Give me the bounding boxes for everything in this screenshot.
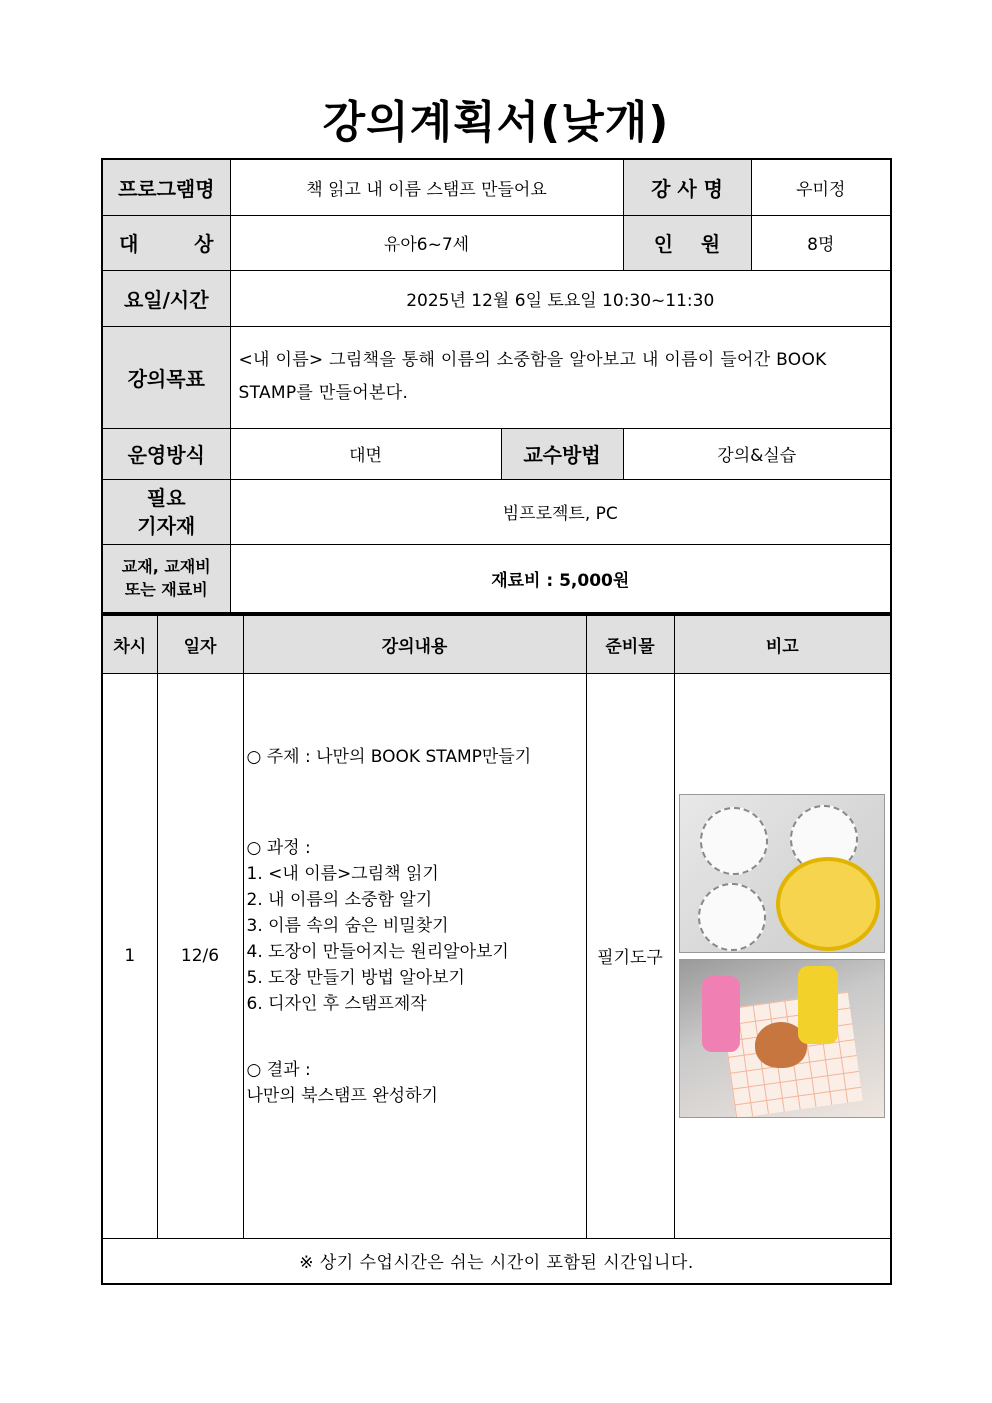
session-date: 12/6 <box>157 673 243 1238</box>
info-table <box>101 158 892 614</box>
material-label-line1: 교재, 교재비 <box>121 557 211 577</box>
pink-stamp-icon <box>702 976 740 1052</box>
operation-value: 대면 <box>230 428 501 479</box>
header-session: 차시 <box>102 615 157 673</box>
lesson-content <box>243 673 586 1238</box>
material-label-line2: 또는 재료비 <box>124 580 208 600</box>
step-3: 3. 이름 속의 숨은 비밀찾기 <box>246 915 449 936</box>
teaching-label: 교수방법 <box>501 428 623 479</box>
material-value: 재료비 : 5,000원 <box>230 544 891 613</box>
yellow-stamp-icon <box>798 966 838 1044</box>
headcount-value: 8명 <box>751 215 891 270</box>
material-label <box>102 544 230 613</box>
equipment-value: 빔프로젝트, PC <box>230 479 891 544</box>
schedule-value: 2025년 12월 6일 토요일 10:30~11:30 <box>230 270 891 326</box>
equipment-label <box>102 479 230 544</box>
target-label: 대 상 <box>102 215 230 270</box>
topic-line: ○ 주제 : 나만의 BOOK STAMP만들기 <box>246 746 532 767</box>
stamp-photo-1 <box>679 794 885 953</box>
face-drawing-icon <box>700 807 768 875</box>
face-drawing-icon <box>698 883 766 951</box>
footnote: ※ 상기 수업시간은 쉬는 시간이 포함된 시간입니다. <box>102 1238 891 1284</box>
step-1: 1. <내 이름>그림책 읽기 <box>246 863 439 884</box>
step-5: 5. 도장 만들기 방법 알아보기 <box>246 967 465 988</box>
step-4: 4. 도장이 만들어지는 원리알아보기 <box>246 941 509 962</box>
instructor-value: 우미정 <box>751 159 891 215</box>
header-content: 강의내용 <box>243 615 586 673</box>
header-supplies: 준비물 <box>586 615 674 673</box>
equipment-label-line1: 필요 <box>146 485 186 510</box>
instructor-label: 강 사 명 <box>623 159 751 215</box>
step-6: 6. 디자인 후 스탬프제작 <box>246 993 427 1014</box>
goal-value: <내 이름> 그림책을 통해 이름의 소중함을 알아보고 내 이름이 들어간 BOOK STAMP를 만들어본다. <box>230 326 891 428</box>
goal-label: 강의목표 <box>102 326 230 428</box>
session-number: 1 <box>102 673 157 1238</box>
target-value: 유아6~7세 <box>230 215 623 270</box>
step-2: 2. 내 이름의 소중함 알기 <box>246 889 433 910</box>
supplies-value: 필기도구 <box>586 673 674 1238</box>
schedule-label: 요일/시간 <box>102 270 230 326</box>
headcount-label: 인 원 <box>623 215 751 270</box>
result-title: ○ 결과 : <box>246 1059 311 1080</box>
stamp-photo-2 <box>679 959 885 1118</box>
stamp-icon <box>776 857 880 951</box>
table-row <box>102 673 891 1238</box>
program-label: 프로그램명 <box>102 159 230 215</box>
header-remarks: 비고 <box>674 615 891 673</box>
header-date: 일자 <box>157 615 243 673</box>
result-value: 나만의 북스탬프 완성하기 <box>246 1085 438 1106</box>
page-title: 강의계획서(낮개) <box>322 97 670 148</box>
equipment-label-line2: 기자재 <box>137 513 196 538</box>
remarks-photos <box>674 673 891 1238</box>
process-title: ○ 과정 : <box>246 837 311 858</box>
lesson-table <box>101 614 892 1285</box>
program-value: 책 읽고 내 이름 스탬프 만들어요 <box>230 159 623 215</box>
operation-label: 운영방식 <box>102 428 230 479</box>
teaching-value: 강의&실습 <box>623 428 891 479</box>
